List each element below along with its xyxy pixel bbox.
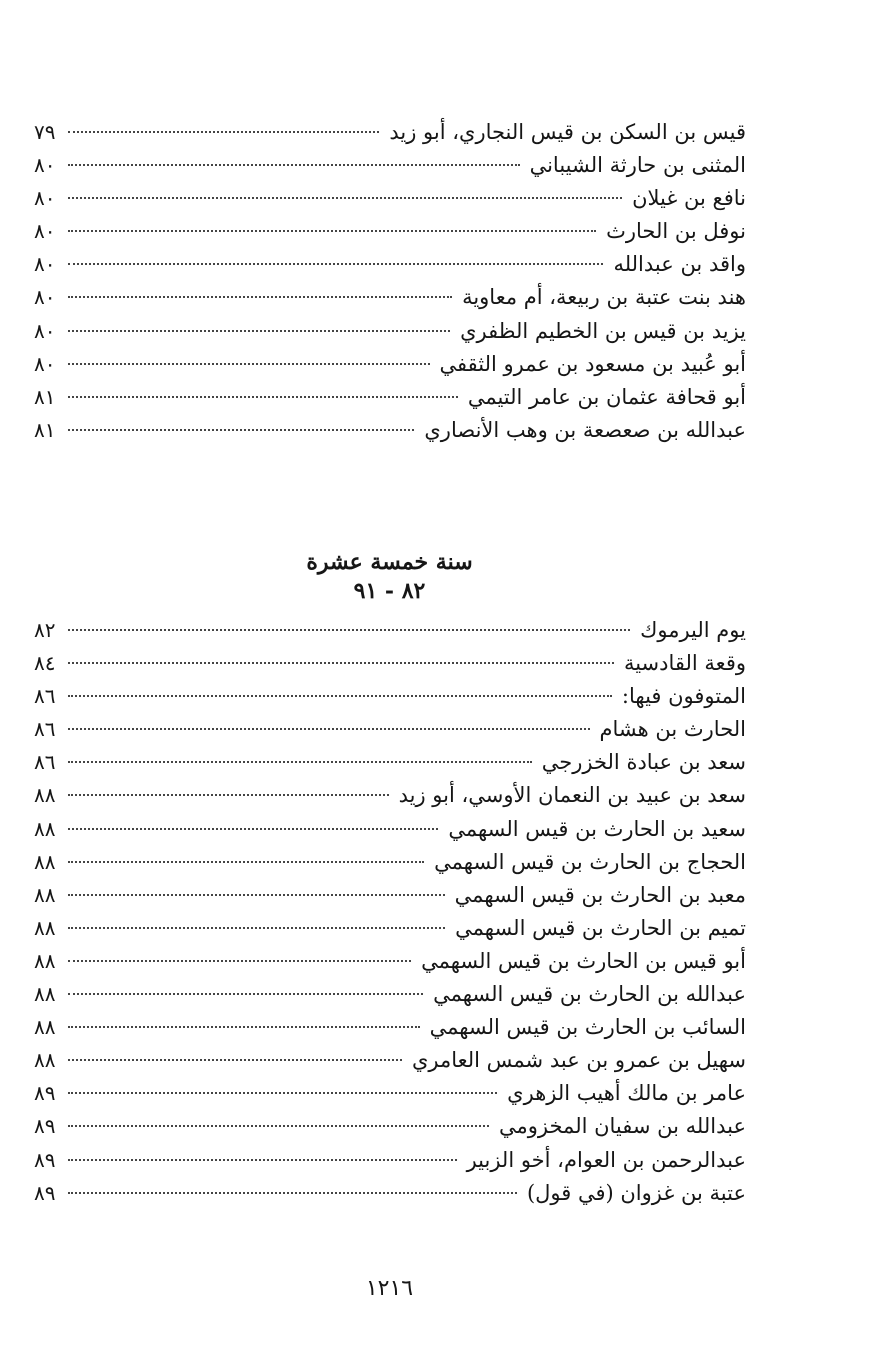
dot-leader — [68, 131, 379, 133]
toc-entry — [34, 746, 746, 779]
entry-title: يوم اليرموك — [640, 618, 746, 642]
entry-title: معبد بن الحارث بن قيس السهمي — [454, 882, 746, 907]
dot-leader — [68, 396, 458, 398]
dot-leader — [68, 429, 414, 431]
entry-title: يزيد بن قيس بن الخطيم الظفري — [460, 318, 746, 343]
entry-page-number: ٨٨ — [34, 982, 56, 1007]
toc-entry — [34, 1044, 746, 1077]
section-page-range: ٨٢ - ٩١ — [353, 578, 426, 604]
entry-page-number: ٨١ — [34, 384, 56, 409]
toc-entry — [34, 281, 746, 314]
entry-page-number: ٨٩ — [34, 1147, 56, 1172]
dot-leader — [68, 1092, 497, 1094]
dot-leader — [68, 960, 411, 962]
toc-entry — [34, 614, 746, 647]
toc-entry — [34, 713, 746, 746]
dot-leader — [68, 296, 452, 298]
entry-page-number: ٨٨ — [34, 783, 56, 808]
dot-leader — [68, 1026, 420, 1028]
dot-leader — [68, 263, 603, 265]
toc-entry — [34, 912, 746, 945]
entry-title: نوفل بن الحارث — [606, 219, 746, 244]
toc-entry — [34, 945, 746, 978]
toc-section-previous-year — [34, 116, 746, 447]
entry-title: سعد بن عبادة الخزرجي — [541, 750, 746, 775]
entry-title: أبو عُبيد بن مسعود بن عمرو الثقفي — [439, 351, 746, 376]
entry-page-number: ٨٠ — [34, 318, 56, 343]
toc-entry — [34, 978, 746, 1011]
toc-entry — [34, 149, 746, 182]
toc-entry — [34, 1011, 746, 1044]
entry-page-number: ٨٩ — [34, 1180, 56, 1205]
entry-page-number: ٨٢ — [34, 618, 56, 642]
toc-entry — [34, 647, 746, 680]
entry-page-number: ٨٩ — [34, 1081, 56, 1106]
toc-entry — [34, 879, 746, 912]
entry-page-number: ٨٠ — [34, 186, 56, 211]
entry-page-number: ٨٩ — [34, 1114, 56, 1139]
entry-title: تميم بن الحارث بن قيس السهمي — [455, 915, 746, 940]
entry-title: الحجاج بن الحارث بن قيس السهمي — [434, 849, 746, 874]
entry-title: نافع بن غيلان — [632, 186, 746, 211]
entry-page-number: ٨٠ — [34, 252, 56, 277]
dot-leader — [68, 728, 590, 730]
dot-leader — [68, 1192, 517, 1194]
entry-title: المتوفون فيها: — [621, 684, 746, 709]
dot-leader — [68, 164, 520, 166]
entry-title: واقد بن عبدالله — [613, 252, 746, 277]
toc-entry — [34, 381, 746, 414]
entry-page-number: ٨٨ — [34, 915, 56, 940]
toc-entry — [34, 1177, 746, 1210]
toc-entry — [34, 779, 746, 812]
entry-title: سعد بن عبيد بن النعمان الأوسي، أبو زيد — [398, 783, 746, 808]
dot-leader — [68, 1159, 457, 1161]
entry-title: السائب بن الحارث بن قيس السهمي — [429, 1015, 746, 1040]
toc-section-year-fifteen — [34, 614, 746, 1210]
toc-entry — [34, 248, 746, 281]
toc-entry — [34, 315, 746, 348]
entry-page-number: ٨٨ — [34, 948, 56, 973]
entry-page-number: ٨٦ — [34, 717, 56, 742]
dot-leader — [68, 330, 450, 332]
dot-leader — [68, 894, 445, 896]
toc-entry — [34, 680, 746, 713]
dot-leader — [68, 197, 622, 199]
entry-page-number: ٨٨ — [34, 1015, 56, 1040]
dot-leader — [68, 794, 389, 796]
entry-title: عبدالله بن سفيان المخزومي — [499, 1114, 746, 1139]
dot-leader — [68, 230, 596, 232]
entry-title: عبدالرحمن بن العوام، أخو الزبير — [466, 1147, 746, 1172]
toc-entry — [34, 182, 746, 215]
dot-leader — [68, 363, 430, 365]
entry-title: الحارث بن هشام — [599, 717, 746, 742]
dot-leader — [68, 629, 630, 631]
entry-page-number: ٨٠ — [34, 153, 56, 178]
entry-title: سعيد بن الحارث بن قيس السهمي — [448, 816, 746, 841]
dot-leader — [68, 927, 445, 929]
section-heading: سنة خمسة عشرة — [306, 549, 473, 575]
toc-entry — [34, 215, 746, 248]
toc-entry — [34, 116, 746, 149]
toc-entry — [34, 414, 746, 447]
dot-leader — [68, 993, 423, 995]
entry-page-number: ٨٦ — [34, 684, 56, 709]
toc-entry — [34, 813, 746, 846]
entry-title: عبدالله بن صعصعة بن وهب الأنصاري — [424, 417, 746, 442]
toc-entry — [34, 846, 746, 879]
entry-page-number: ٨٨ — [34, 849, 56, 874]
dot-leader — [68, 1059, 402, 1061]
entry-title: عبدالله بن الحارث بن قيس السهمي — [433, 982, 746, 1007]
entry-page-number: ٨٨ — [34, 882, 56, 907]
entry-title: قيس بن السكن بن قيس النجاري، أبو زيد — [389, 120, 746, 144]
entry-title: وقعة القادسية — [623, 651, 746, 676]
entry-title: أبو قيس بن الحارث بن قيس السهمي — [421, 948, 746, 973]
dot-leader — [68, 861, 424, 863]
toc-entry — [34, 348, 746, 381]
entry-title: هند بنت عتبة بن ربيعة، أم معاوية — [462, 285, 746, 310]
entry-title: أبو قحافة عثمان بن عامر التيمي — [467, 384, 746, 409]
entry-title: عامر بن مالك أهيب الزهري — [507, 1081, 746, 1106]
dot-leader — [68, 828, 438, 830]
toc-entry — [34, 1077, 746, 1110]
dot-leader — [68, 662, 614, 664]
entry-page-number: ٨٠ — [34, 219, 56, 244]
entry-page-number: ٨٠ — [34, 285, 56, 310]
entry-page-number: ٨١ — [34, 417, 56, 442]
toc-entry — [34, 1144, 746, 1177]
entry-page-number: ٧٩ — [34, 120, 56, 144]
entry-page-number: ٨٤ — [34, 651, 56, 676]
entry-title: عتبة بن غزوان (في قول) — [526, 1180, 746, 1205]
entry-page-number: ٨٨ — [34, 816, 56, 841]
entry-page-number: ٨٦ — [34, 750, 56, 775]
dot-leader — [68, 695, 612, 697]
entry-title: المثنى بن حارثة الشيباني — [529, 153, 746, 178]
dot-leader — [68, 761, 532, 763]
entry-title: سهيل بن عمرو بن عبد شمس العامري — [411, 1048, 746, 1073]
entry-page-number: ٨٠ — [34, 351, 56, 376]
toc-entry — [34, 1110, 746, 1143]
page-number: ١٢١٦ — [365, 1276, 414, 1301]
entry-page-number: ٨٨ — [34, 1048, 56, 1073]
dot-leader — [68, 1125, 489, 1127]
